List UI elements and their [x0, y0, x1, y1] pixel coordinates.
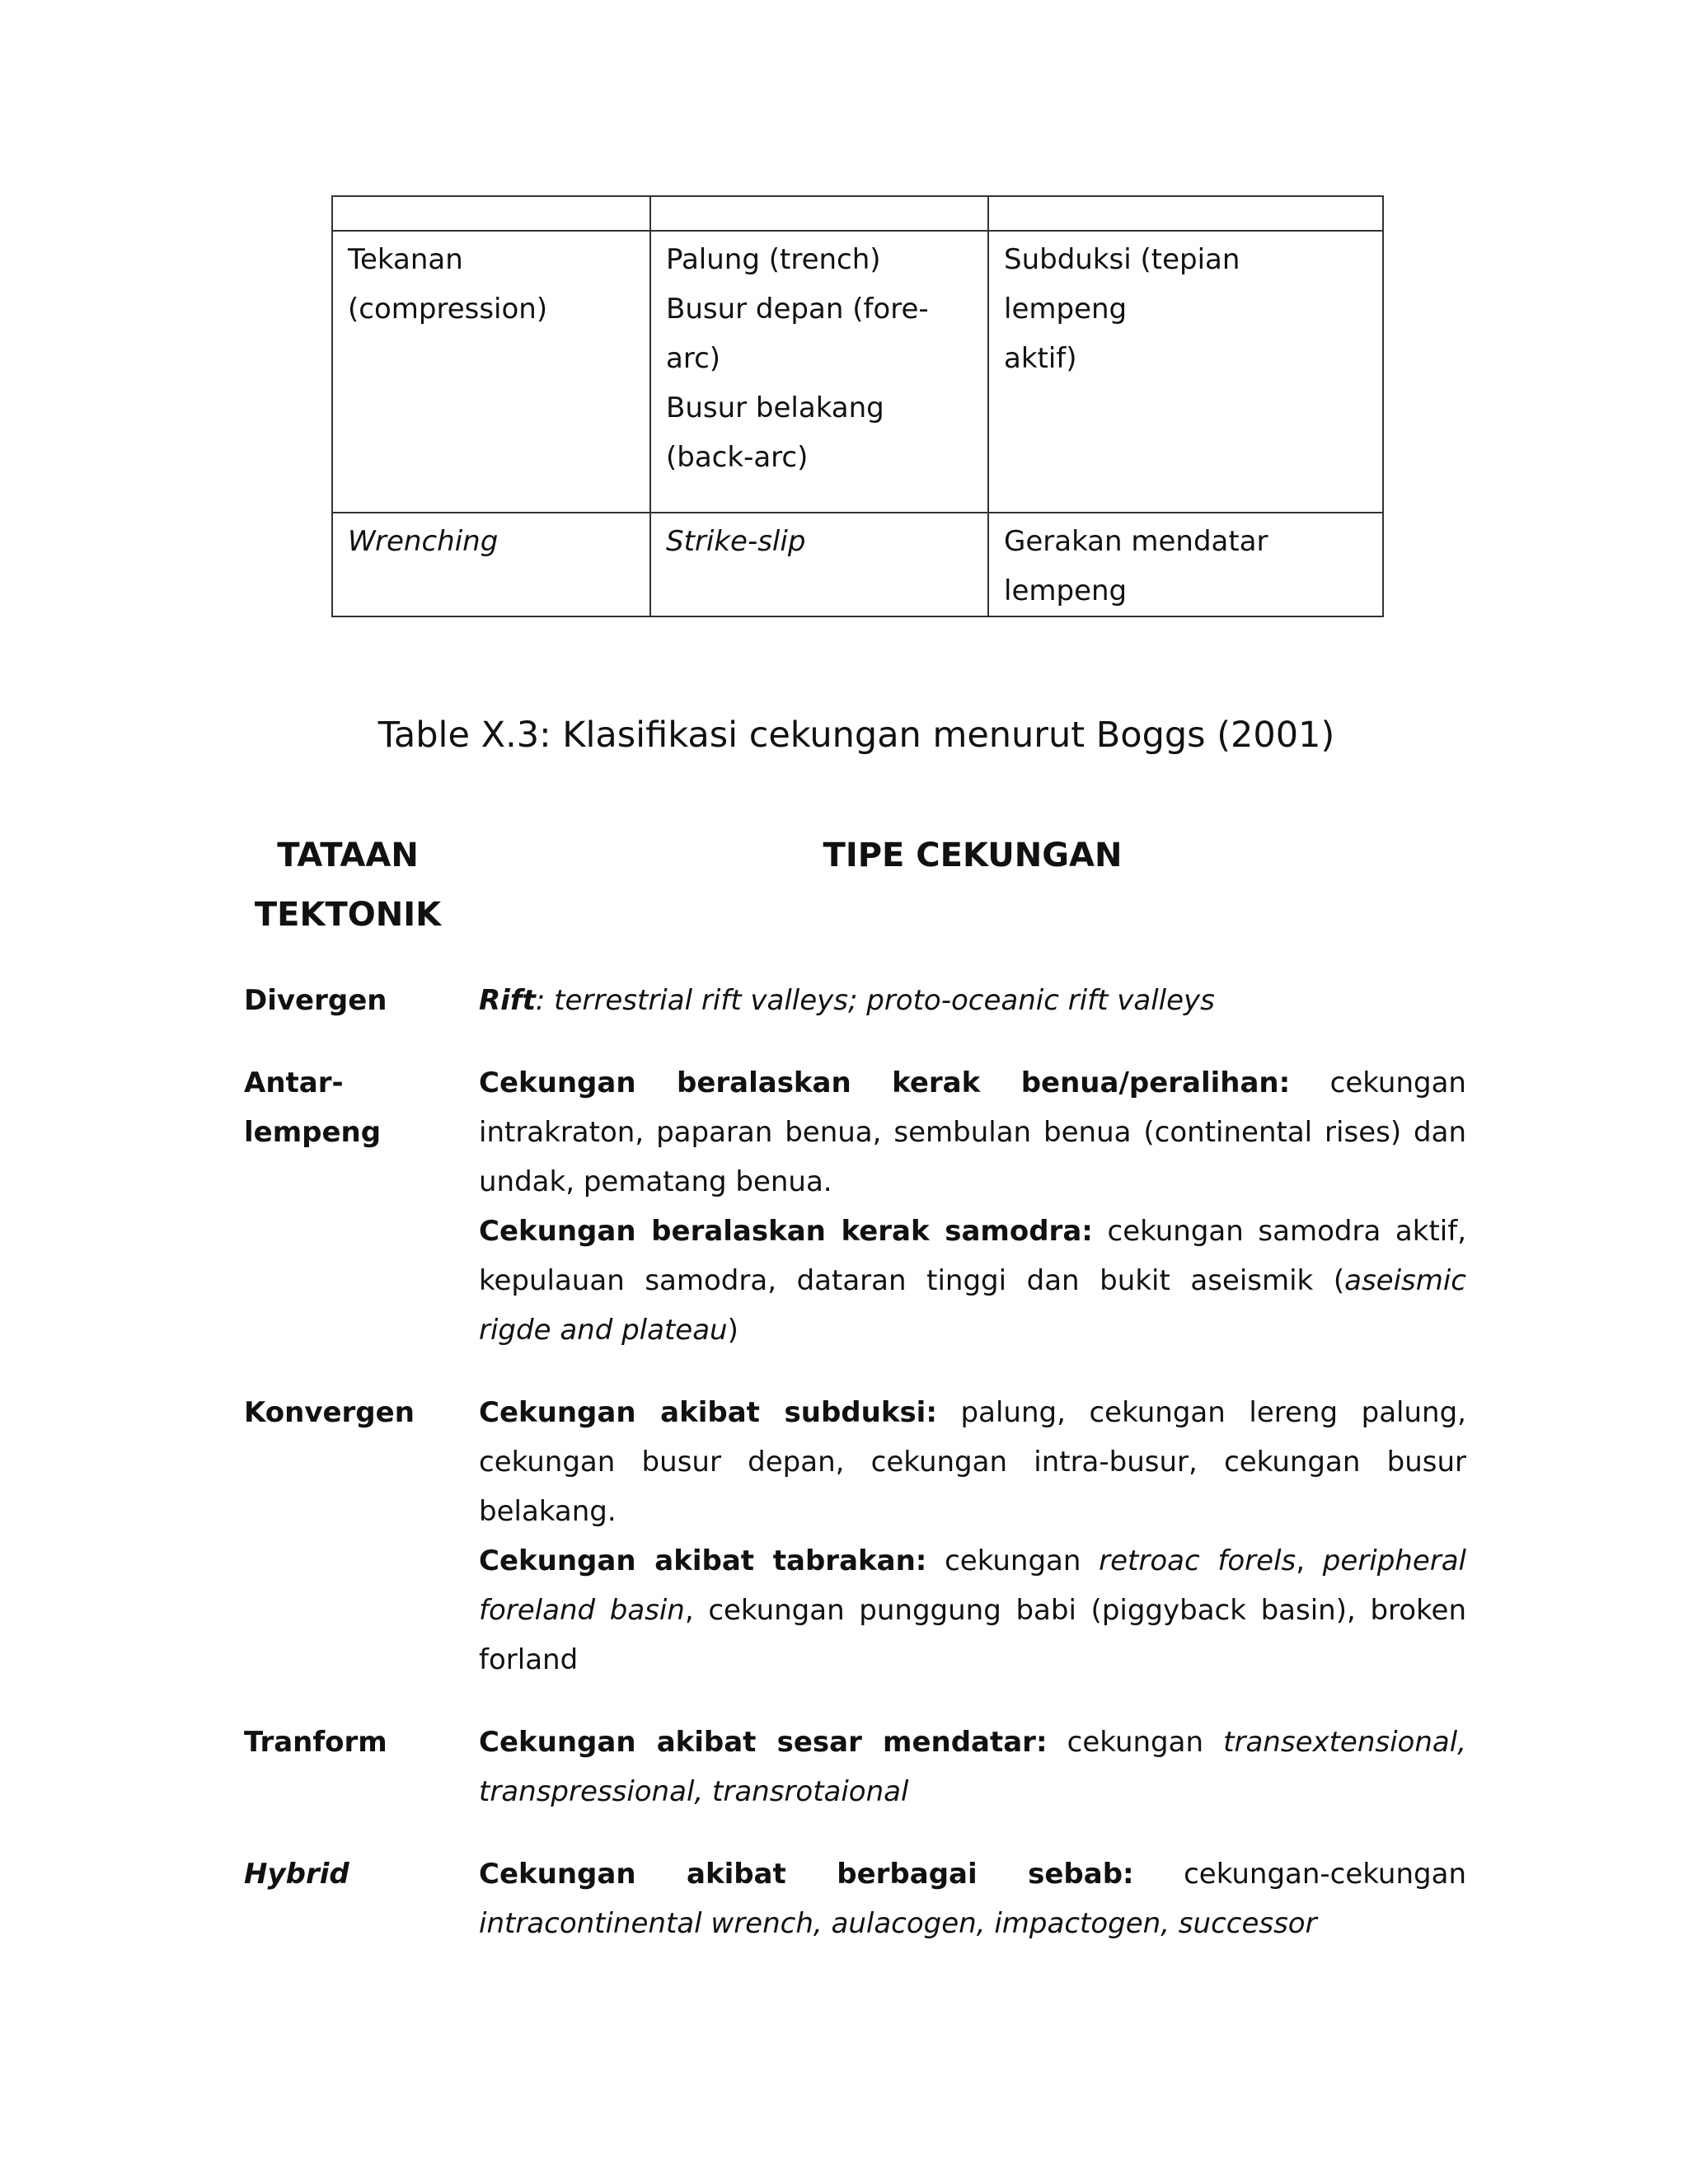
table-cell — [988, 196, 1383, 231]
body-text: cekungan — [1047, 1726, 1224, 1759]
setting-label-antar-lempeng — [244, 1058, 458, 1157]
table-row — [332, 196, 1383, 231]
body-text: cekungan samodra aktif, kepulauan samodra, dataran tinggi dan bukit aseismik ( — [479, 1215, 1466, 1297]
term-bold: Cekungan akibat sesar mendatar: — [479, 1726, 1048, 1759]
body-text: cekungan-cekungan — [1133, 1858, 1466, 1891]
table-cell — [650, 513, 988, 616]
body-text: , — [1296, 1544, 1323, 1577]
column-header-basin-type: TIPE CEKUNGAN — [823, 837, 1123, 874]
cell-text: arc) — [666, 342, 721, 375]
setting-label-hybrid: Hybrid — [244, 1858, 349, 1891]
table-cell — [332, 513, 650, 616]
column-header-tectonic-setting — [249, 826, 447, 944]
table-row — [332, 231, 1383, 513]
table-cell — [332, 231, 650, 513]
table-caption: Table X.3: Klasifikasi cekungan menurut Boggs (2001) — [377, 715, 1335, 756]
basin-type-hybrid — [479, 1849, 1466, 1948]
table-cell — [650, 196, 988, 231]
term-bold: Cekungan akibat subduksi: — [479, 1396, 937, 1429]
cell-text: (compression) — [348, 293, 548, 326]
basin-type-divergen — [479, 976, 1466, 1025]
cell-text: (back-arc) — [666, 441, 809, 474]
term-bold: Cekungan akibat tabrakan: — [479, 1544, 927, 1577]
body-italic: peripheral foreland basin — [479, 1544, 1466, 1627]
basin-type-antar-lempeng — [479, 1058, 1466, 1355]
cell-text: Busur depan (fore- — [666, 293, 929, 326]
term-bold: Cekungan beralaskan kerak samodra: — [479, 1215, 1093, 1248]
body-italic: retroac forels — [1099, 1544, 1296, 1577]
tectonic-table — [331, 195, 1384, 617]
term-rift: Rift — [479, 984, 536, 1017]
cell-text: lempeng — [1004, 574, 1128, 607]
cell-text: Palung (trench) — [666, 243, 881, 276]
cell-text: aktif) — [1004, 342, 1077, 375]
label-line: lempeng — [244, 1116, 382, 1149]
body-italic: intracontinental wrench, aulacogen, impactogen, successor — [479, 1907, 1317, 1940]
setting-label-divergen: Divergen — [244, 984, 387, 1017]
cell-text: Subduksi (tepian lempeng — [1004, 243, 1240, 326]
cell-text: Strike-slip — [666, 525, 806, 558]
cell-text: Tekanan — [348, 243, 463, 276]
table-cell — [988, 231, 1383, 513]
table-cell — [988, 513, 1383, 616]
term-bold: Cekungan beralaskan kerak benua/peralihan: — [479, 1066, 1291, 1099]
table-cell — [650, 231, 988, 513]
table-cell — [332, 196, 650, 231]
label-line: Antar- — [244, 1066, 344, 1099]
body-text: ) — [727, 1314, 738, 1347]
cell-text: Wrenching — [348, 525, 499, 558]
term-bold: Cekungan akibat berbagai sebab: — [479, 1858, 1134, 1891]
cell-text: Gerakan mendatar — [1004, 525, 1268, 558]
cell-text: Busur belakang — [666, 391, 884, 424]
body-italic: aseismic rigde and plateau — [479, 1264, 1466, 1347]
setting-label-tranform: Tranform — [244, 1726, 387, 1759]
body-text: cekungan intrakraton, paparan benua, sembulan benua (continental rises) dan undak, pematang benua. — [479, 1066, 1466, 1198]
body-italic: transextensional, transpressional, transrotaional — [479, 1726, 1466, 1808]
body-text: , cekungan punggung babi (piggyback basin), broken forland — [479, 1594, 1466, 1676]
header-line: TEKTONIK — [254, 896, 442, 934]
setting-label-konvergen: Konvergen — [244, 1396, 415, 1429]
body-text: : terrestrial rift valleys; proto-oceanic rift valleys — [535, 984, 1215, 1017]
basin-type-tranform — [479, 1718, 1466, 1816]
table-row — [332, 513, 1383, 616]
body-text: cekungan — [926, 1544, 1100, 1577]
body-text: palung, cekungan lereng palung, cekungan busur depan, cekungan intra-busur, cekungan busur belakang. — [479, 1396, 1466, 1528]
basin-type-konvergen — [479, 1388, 1466, 1685]
header-line: TATAAN — [277, 837, 419, 874]
